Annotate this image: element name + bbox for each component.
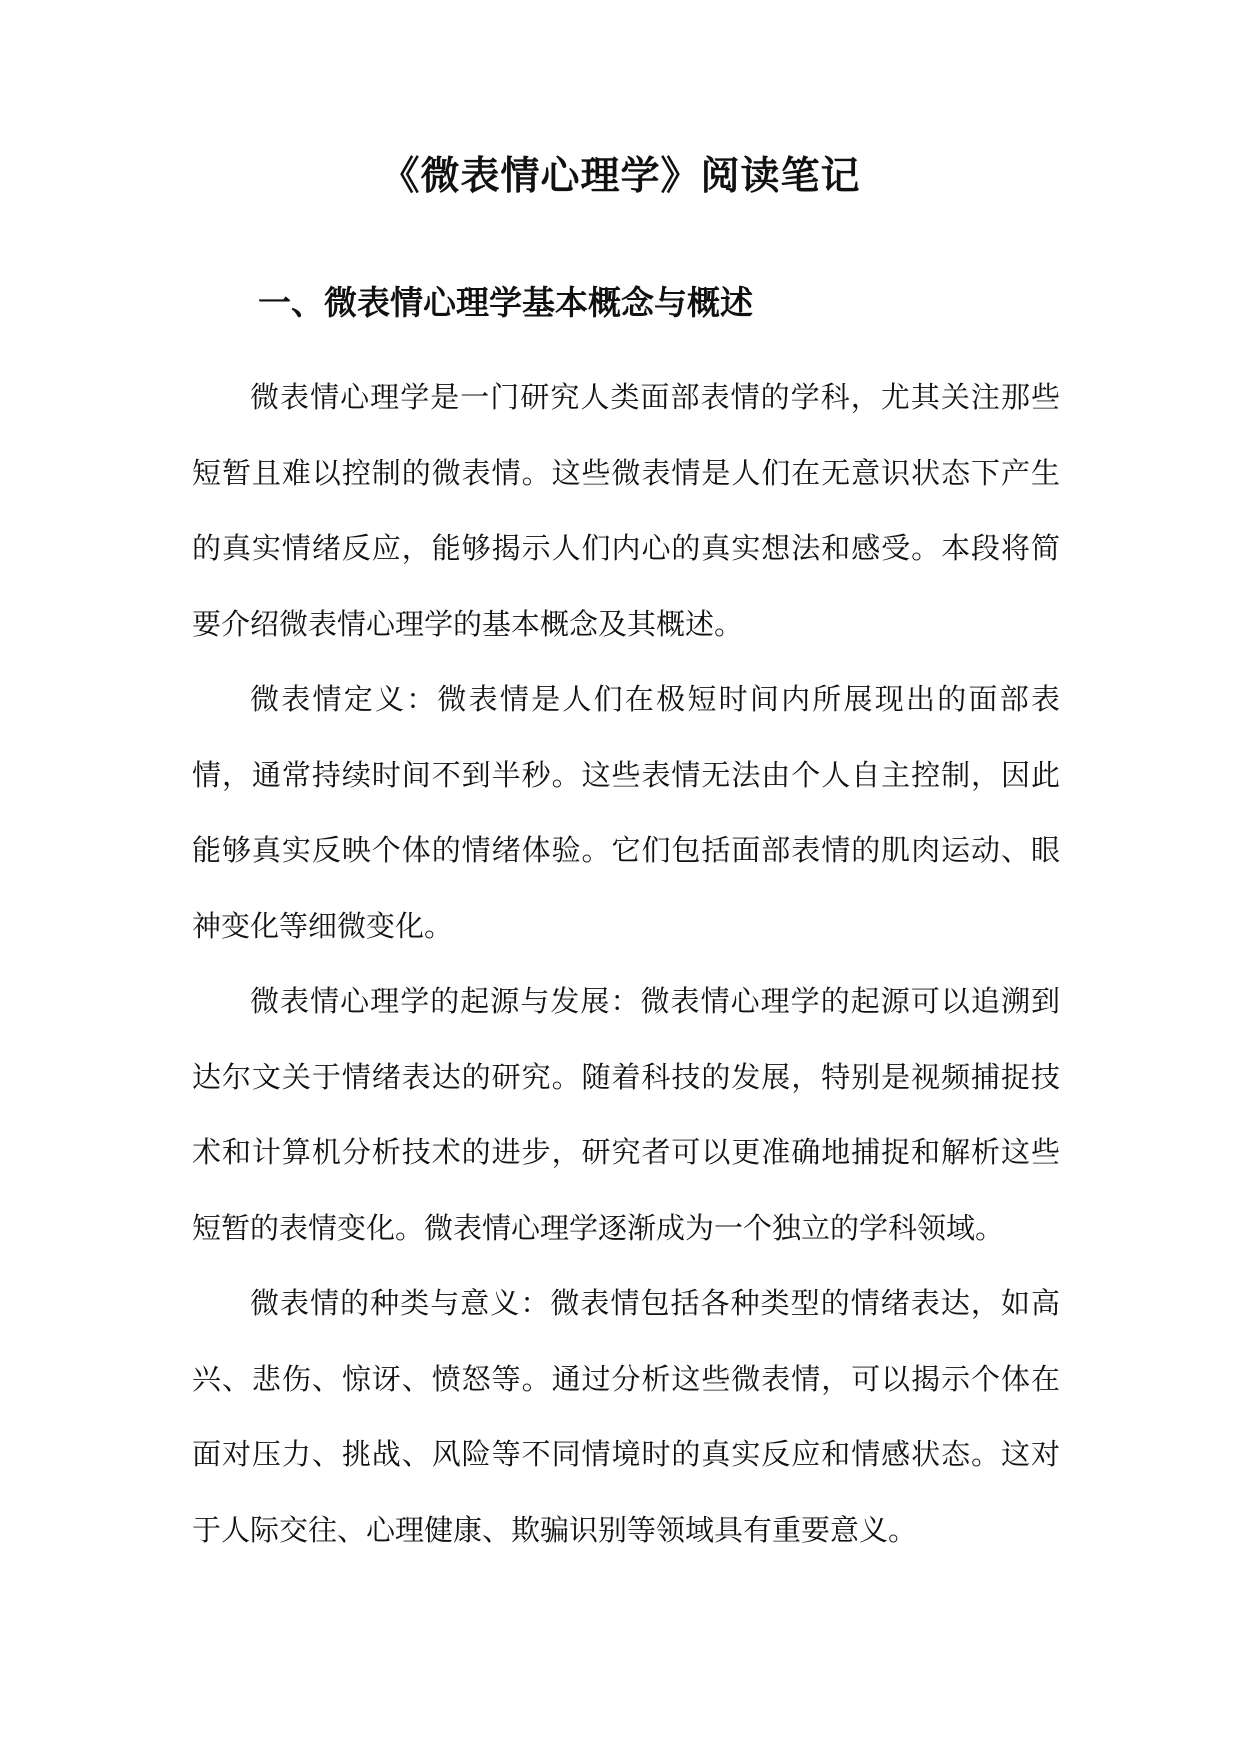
body-text — [192, 360, 1060, 1568]
paragraph-types: 微表情的种类与意义：微表情包括各种类型的情绪表达，如高兴、悲伤、惊讶、愤怒等。通过分析这些微表情，可以揭示个体在面对压力、挑战、风险等不同情境时的真实反应和情感状态。这对于人际交往、心理健康、欺骗识别等领域具有重要意义。 — [192, 1286, 1060, 1547]
section-heading: 一、微表情心理学基本概念与概述 — [258, 283, 753, 322]
paragraph-definition: 微表情定义：微表情是人们在极短时间内所展现出的面部表情，通常持续时间不到半秒。这些表情无法由个人自主控制，因此能够真实反映个体的情绪体验。它们包括面部表情的肌肉运动、眼神变化等细微变化。 — [192, 682, 1060, 943]
paragraph-intro: 微表情心理学是一门研究人类面部表情的学科，尤其关注那些短暂且难以控制的微表情。这些微表情是人们在无意识状态下产生的真实情绪反应，能够揭示人们内心的真实想法和感受。本段将简要介绍微表情心理学的基本概念及其概述。 — [192, 380, 1060, 641]
paragraph-origin: 微表情心理学的起源与发展：微表情心理学的起源可以追溯到达尔文关于情绪表达的研究。随着科技的发展，特别是视频捕捉技术和计算机分析技术的进步，研究者可以更准确地捕捉和解析这些短暂的表情变化。微表情心理学逐渐成为一个独立的学科领域。 — [192, 984, 1060, 1245]
document-title: 《微表情心理学》阅读笔记 — [380, 153, 861, 199]
